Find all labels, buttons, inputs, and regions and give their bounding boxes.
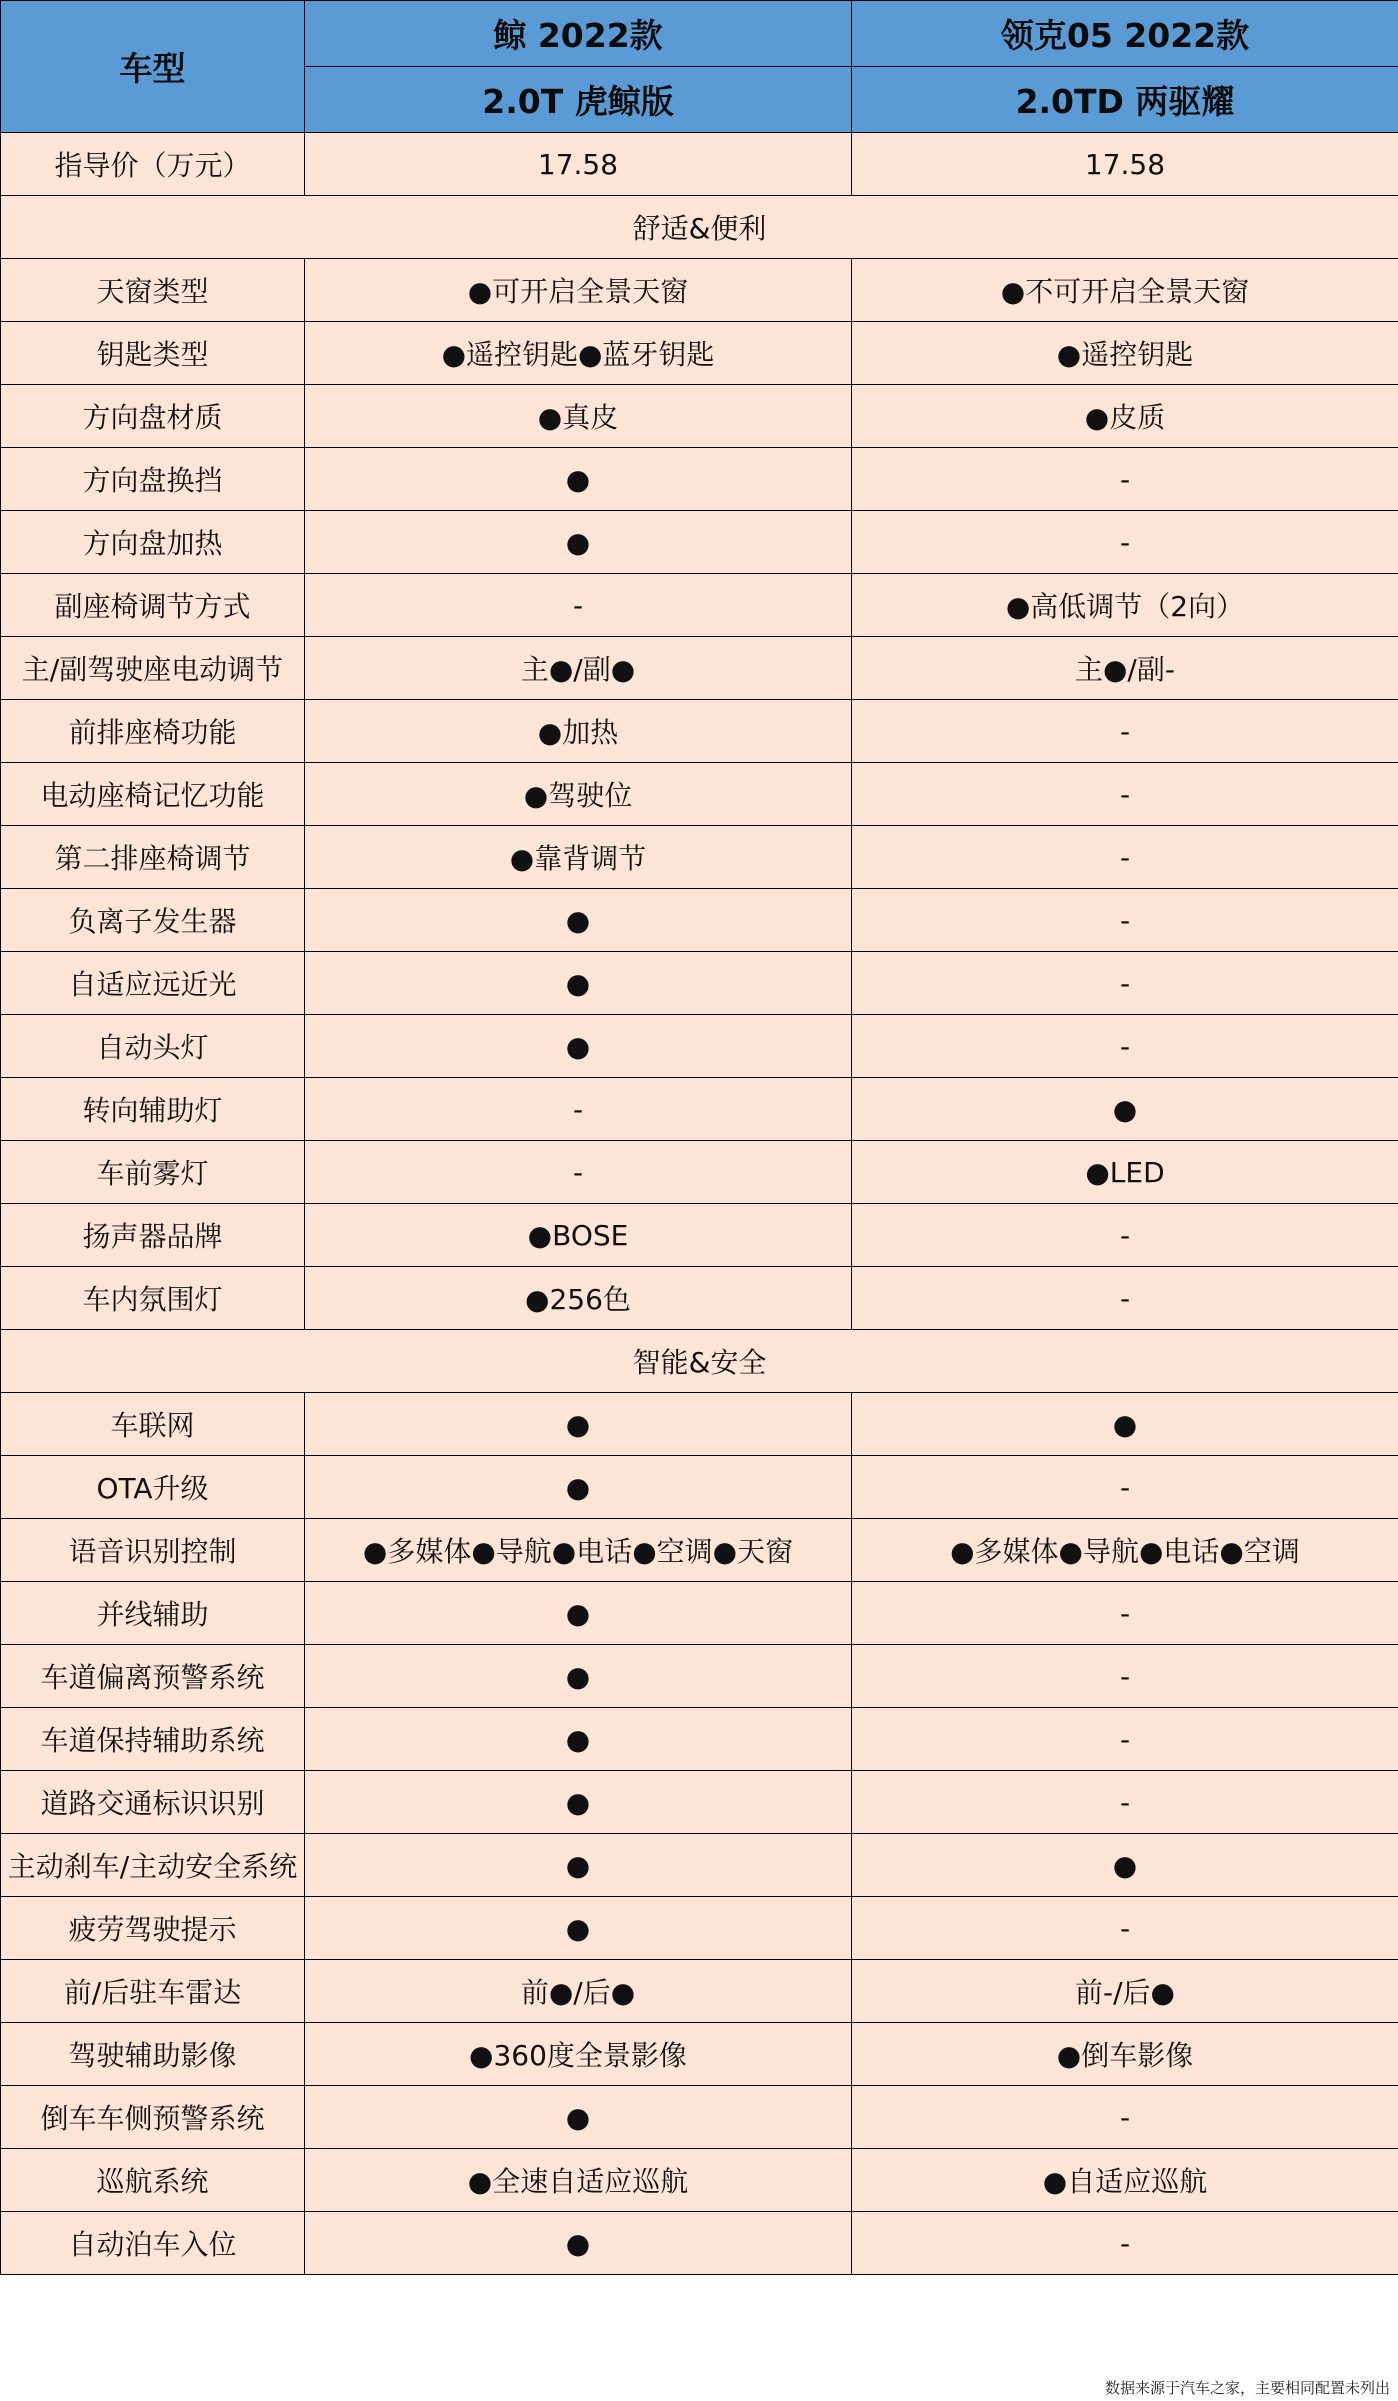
- spec-value-col1: 前●/后●: [305, 1960, 852, 2023]
- spec-value-col1: ●可开启全景天窗: [305, 259, 852, 322]
- spec-row: [1, 511, 1398, 574]
- spec-value-col1: -: [305, 574, 852, 637]
- spec-label: 主动刹车/主动安全系统: [1, 1834, 305, 1897]
- spec-row: [1, 2023, 1398, 2086]
- spec-row: [1, 385, 1398, 448]
- spec-value-col2: -: [852, 826, 1398, 889]
- spec-label: 并线辅助: [1, 1582, 305, 1645]
- spec-row: [1, 1645, 1398, 1708]
- spec-value-col1: ●: [305, 448, 852, 511]
- spec-row: [1, 2149, 1398, 2212]
- spec-label: 前排座椅功能: [1, 700, 305, 763]
- spec-value-col2: ●: [852, 1393, 1398, 1456]
- spec-value-col1: ●: [305, 511, 852, 574]
- spec-row: [1, 1519, 1398, 1582]
- spec-value-col2: -: [852, 1645, 1398, 1708]
- price-col1: 17.58: [305, 133, 852, 196]
- spec-value-col1: ●多媒体●导航●电话●空调●天窗: [305, 1519, 852, 1582]
- spec-value-col1: ●: [305, 1897, 852, 1960]
- spec-value-col1: ●加热: [305, 700, 852, 763]
- spec-value-col2: ●不可开启全景天窗: [852, 259, 1398, 322]
- spec-value-col2: -: [852, 889, 1398, 952]
- spec-value-col2: 主●/副-: [852, 637, 1398, 700]
- spec-value-col1: ●: [305, 1771, 852, 1834]
- spec-value-col2: -: [852, 700, 1398, 763]
- header-label-cell: 车型: [1, 1, 305, 133]
- spec-value-col2: ●多媒体●导航●电话●空调: [852, 1519, 1398, 1582]
- spec-row: [1, 700, 1398, 763]
- spec-value-col1: ●遥控钥匙●蓝牙钥匙: [305, 322, 852, 385]
- spec-value-col2: ●LED: [852, 1141, 1398, 1204]
- spec-label: 巡航系统: [1, 2149, 305, 2212]
- spec-label: 自适应远近光: [1, 952, 305, 1015]
- spec-row: [1, 1582, 1398, 1645]
- spec-label: 自动泊车入位: [1, 2212, 305, 2275]
- spec-value-col2: -: [852, 1204, 1398, 1267]
- spec-value-col1: -: [305, 1078, 852, 1141]
- spec-label: 方向盘材质: [1, 385, 305, 448]
- spec-label: 驾驶辅助影像: [1, 2023, 305, 2086]
- price-row: [1, 133, 1398, 196]
- spec-value-col2: -: [852, 511, 1398, 574]
- spec-value-col1: ●全速自适应巡航: [305, 2149, 852, 2212]
- spec-label: 方向盘加热: [1, 511, 305, 574]
- spec-row: [1, 1771, 1398, 1834]
- spec-label: 语音识别控制: [1, 1519, 305, 1582]
- spec-row: [1, 1015, 1398, 1078]
- spec-value-col2: 前-/后●: [852, 1960, 1398, 2023]
- spec-row: [1, 1456, 1398, 1519]
- spec-value-col1: ●: [305, 1456, 852, 1519]
- spec-value-col1: ●真皮: [305, 385, 852, 448]
- spec-row: [1, 1078, 1398, 1141]
- spec-value-col2: -: [852, 763, 1398, 826]
- spec-row: [1, 1834, 1398, 1897]
- spec-value-col1: ●: [305, 2212, 852, 2275]
- spec-value-col1: ●: [305, 1834, 852, 1897]
- spec-row: [1, 1897, 1398, 1960]
- spec-value-col2: -: [852, 1708, 1398, 1771]
- spec-value-col2: -: [852, 1897, 1398, 1960]
- spec-value-col1: ●: [305, 1393, 852, 1456]
- spec-value-col2: -: [852, 1267, 1398, 1330]
- spec-value-col2: -: [852, 1015, 1398, 1078]
- spec-row: [1, 2212, 1398, 2275]
- spec-label: 自动头灯: [1, 1015, 305, 1078]
- spec-row: [1, 574, 1398, 637]
- spec-value-col2: -: [852, 1456, 1398, 1519]
- spec-label: 车道保持辅助系统: [1, 1708, 305, 1771]
- spec-label: 前/后驻车雷达: [1, 1960, 305, 2023]
- spec-value-col2: ●遥控钥匙: [852, 322, 1398, 385]
- spec-label: 车前雾灯: [1, 1141, 305, 1204]
- spec-row: [1, 763, 1398, 826]
- spec-row: [1, 637, 1398, 700]
- header-row-1: [1, 1, 1398, 67]
- spec-label: 道路交通标识识别: [1, 1771, 305, 1834]
- price-label: 指导价（万元）: [1, 133, 305, 196]
- price-col2: 17.58: [852, 133, 1398, 196]
- spec-row: [1, 1141, 1398, 1204]
- header-col1-name: 鲸 2022款: [305, 1, 852, 67]
- spec-label: 副座椅调节方式: [1, 574, 305, 637]
- spec-label: 倒车车侧预警系统: [1, 2086, 305, 2149]
- section-header-row: [1, 196, 1398, 259]
- spec-value-col1: ●: [305, 1015, 852, 1078]
- spec-label: 方向盘换挡: [1, 448, 305, 511]
- spec-label: 主/副驾驶座电动调节: [1, 637, 305, 700]
- spec-value-col1: 主●/副●: [305, 637, 852, 700]
- spec-label: 负离子发生器: [1, 889, 305, 952]
- spec-label: 天窗类型: [1, 259, 305, 322]
- spec-label: 扬声器品牌: [1, 1204, 305, 1267]
- spec-row: [1, 259, 1398, 322]
- header-col2-name: 领克05 2022款: [852, 1, 1398, 67]
- spec-value-col2: ●: [852, 1834, 1398, 1897]
- header-col2-trim: 2.0TD 两驱耀: [852, 67, 1398, 133]
- spec-value-col1: ●: [305, 952, 852, 1015]
- spec-value-col2: -: [852, 1582, 1398, 1645]
- header-col1-trim: 2.0T 虎鲸版: [305, 67, 852, 133]
- spec-value-col2: ●倒车影像: [852, 2023, 1398, 2086]
- spec-value-col2: ●自适应巡航: [852, 2149, 1398, 2212]
- spec-row: [1, 1267, 1398, 1330]
- section-header-row: [1, 1330, 1398, 1393]
- spec-label: OTA升级: [1, 1456, 305, 1519]
- spec-value-col1: ●: [305, 2086, 852, 2149]
- spec-value-col2: -: [852, 2212, 1398, 2275]
- spec-row: [1, 448, 1398, 511]
- spec-value-col2: -: [852, 448, 1398, 511]
- spec-row: [1, 1204, 1398, 1267]
- spec-row: [1, 1960, 1398, 2023]
- section-title: 智能&安全: [1, 1330, 1398, 1393]
- source-footnote: 数据来源于汽车之家，主要相同配置未列出: [1104, 2379, 1390, 2397]
- spec-row: [1, 1708, 1398, 1771]
- spec-value-col2: ●: [852, 1078, 1398, 1141]
- spec-label: 转向辅助灯: [1, 1078, 305, 1141]
- spec-row: [1, 2086, 1398, 2149]
- spec-row: [1, 889, 1398, 952]
- spec-value-col1: ●: [305, 1645, 852, 1708]
- spec-value-col2: -: [852, 952, 1398, 1015]
- spec-label: 电动座椅记忆功能: [1, 763, 305, 826]
- spec-label: 疲劳驾驶提示: [1, 1897, 305, 1960]
- spec-label: 车道偏离预警系统: [1, 1645, 305, 1708]
- spec-value-col1: ●BOSE: [305, 1204, 852, 1267]
- section-title: 舒适&便利: [1, 196, 1398, 259]
- spec-value-col2: ●高低调节（2向）: [852, 574, 1398, 637]
- spec-value-col1: ●256色: [305, 1267, 852, 1330]
- spec-value-col1: ●: [305, 1708, 852, 1771]
- spec-row: [1, 952, 1398, 1015]
- spec-value-col2: -: [852, 2086, 1398, 2149]
- spec-value-col2: -: [852, 1771, 1398, 1834]
- spec-row: [1, 322, 1398, 385]
- spec-value-col2: ●皮质: [852, 385, 1398, 448]
- spec-label: 钥匙类型: [1, 322, 305, 385]
- spec-value-col1: ●靠背调节: [305, 826, 852, 889]
- spec-label: 车联网: [1, 1393, 305, 1456]
- spec-label: 第二排座椅调节: [1, 826, 305, 889]
- spec-value-col1: ●: [305, 889, 852, 952]
- spec-value-col1: -: [305, 1141, 852, 1204]
- spec-row: [1, 1393, 1398, 1456]
- spec-value-col1: ●360度全景影像: [305, 2023, 852, 2086]
- spec-label: 车内氛围灯: [1, 1267, 305, 1330]
- spec-row: [1, 826, 1398, 889]
- spec-value-col1: ●驾驶位: [305, 763, 852, 826]
- spec-value-col1: ●: [305, 1582, 852, 1645]
